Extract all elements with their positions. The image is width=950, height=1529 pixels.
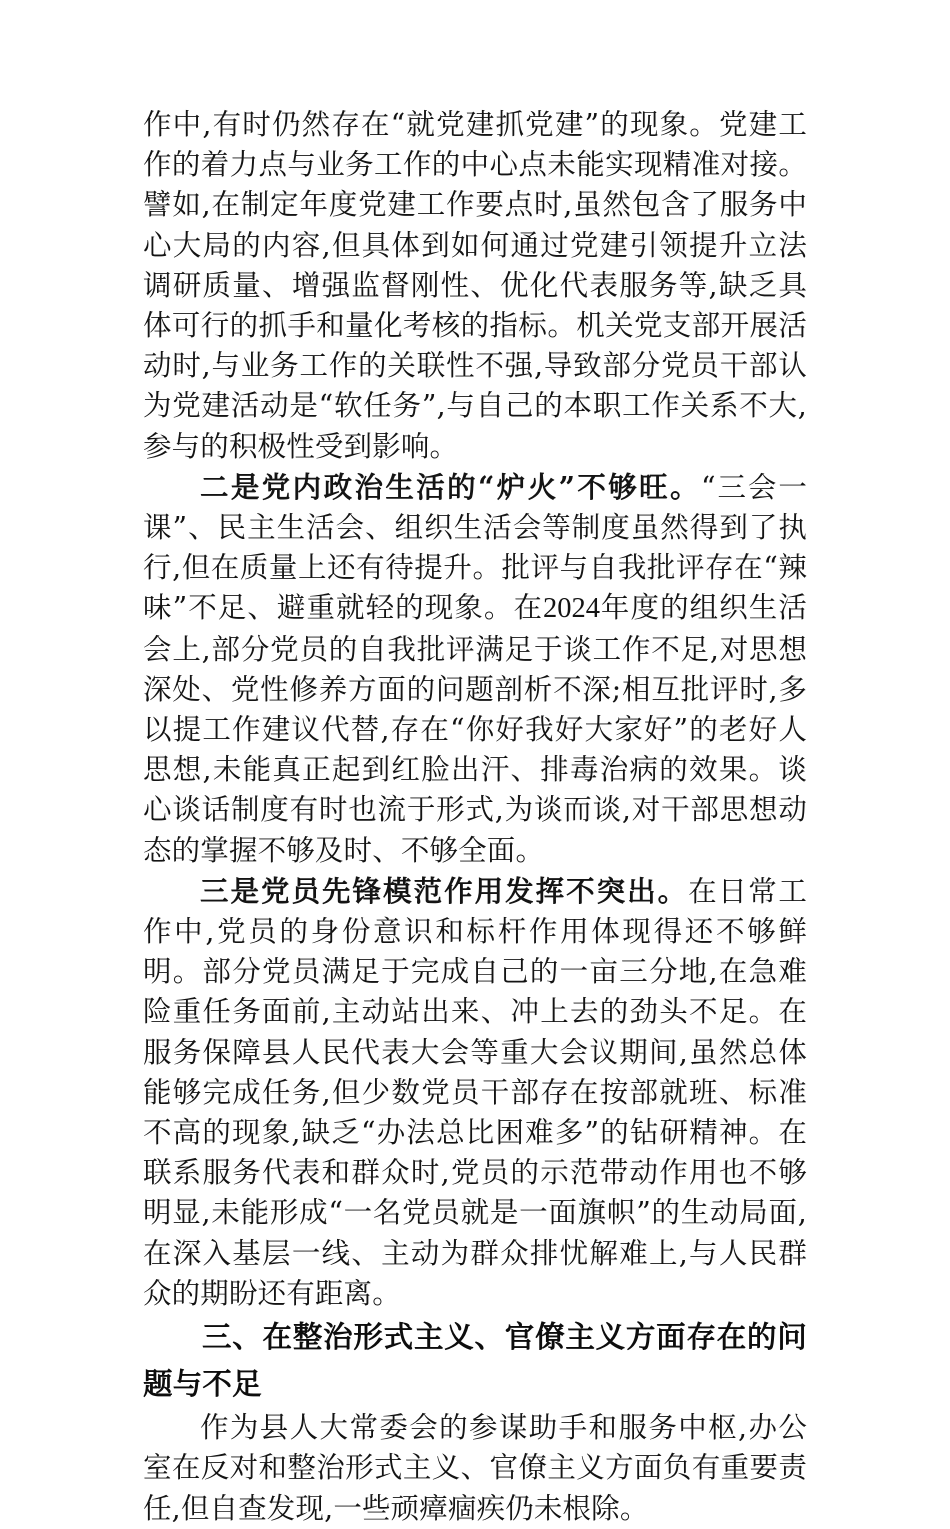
section-heading-three: 三、在整治形式主义、官僚主义方面存在的问题与不足 [143,1321,807,1402]
paragraph-second-point-text-before-number: “三会一课”、民主生活会、组织生活会等制度虽然得到了执行,但在质量上还有待提升。批评与自我批评存在“辣味”不足、避重就轻的现象。在 [143,470,807,625]
paragraph-second-point-text-after-number: 年度的组织生活会上,部分党员的自我批评满足于谈工作不足,对思想深处、党性修养方面的问题剖析不深;相互批评时,多以提工作建议代替,存在“你好我好大家好”的老好人思想,未能真正起到红脸出汗、排毒治病的效果。谈心谈话制度有时也流于形式,为谈而谈,对干部思想动态的掌握不够及时、不够全面。 [143,591,807,867]
paragraph-continued: 作中,有时仍然存在“就党建抓党建”的现象。党建工作的着力点与业务工作的中心点未能实现精准对接。譬如,在制定年度党建工作要点时,虽然包含了服务中心大局的内容,但具体到如何通过党建引领提升立法调研质量、增强监督刚性、优化代表服务等,缺乏具体可行的抓手和量化考核的指标。机关党支部开展活动时,与业务工作的关联性不强,导致部分党员干部认为党建活动是“软任务”,与自己的本职工作关系不大,参与的积极性受到影响。 [143,108,807,463]
inline-heading-second-point: 二是党内政治生活的“炉火”不够旺。 [200,469,701,504]
year-value-2024: 2024 [543,593,601,625]
paragraph-third-point-text: 在日常工作中,党员的身份意识和标杆作用体现得还不够鲜明。部分党员满足于完成自己的一亩三分地,在急难险重任务面前,主动站出来、冲上去的劲头不足。在服务保障县人民代表大会等重大会议期间,虽然总体能够完成任务,但少数党员干部存在按部就班、标准不高的现象,缺乏“办法总比困难多”的钻研精神。在联系服务代表和群众时,党员的示范带动作用也不够明显,未能形成“一名党员就是一面旗帜”的生动局面,在深入基层一线、主动为群众排忧解难上,与人民群众的期盼还有距离。 [143,874,807,1310]
inline-heading-third-point: 三是党员先锋模范作用发挥不突出。 [200,873,689,908]
paragraph-third-point [143,871,807,1314]
document-body [143,105,807,1529]
paragraph-second-point [143,467,807,871]
paragraph-section-three-intro: 作为县人大常委会的参谋助手和服务中枢,办公室在反对和整治形式主义、官僚主义方面负有重要责任,但自查发现,一些顽瘴痼疾仍未根除。 [143,1411,807,1525]
